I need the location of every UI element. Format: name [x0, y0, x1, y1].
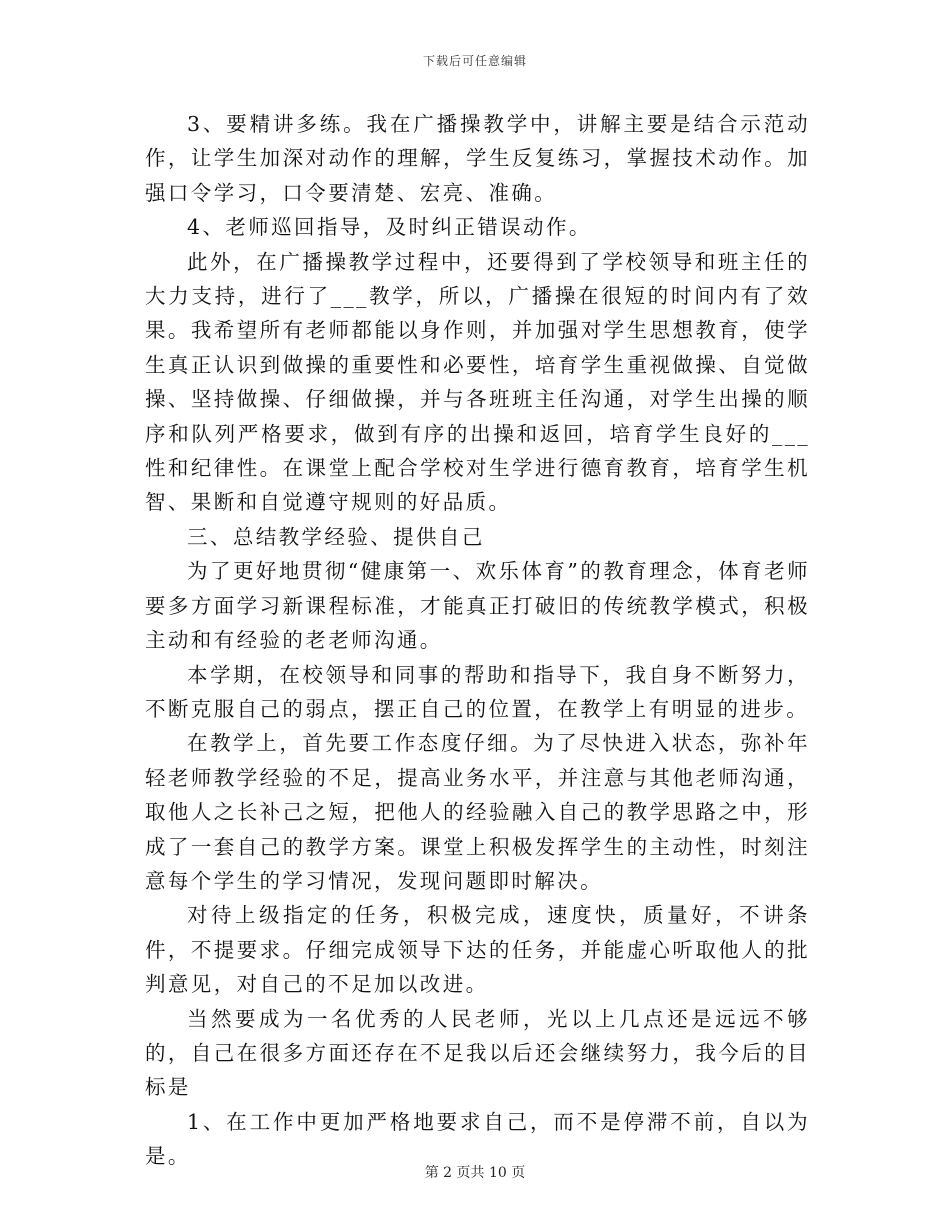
- paragraph-8: 当然要成为一名优秀的人民老师，光以上几点还是远远不够的，自己在很多方面还存在不足我以后还会继续努力，我今后的目标是: [145, 1006, 810, 1100]
- document-body: [145, 107, 810, 1174]
- paragraph-6: 在教学上，首先要工作态度仔细。为了尽快进入状态，弥补年轻老师教学经验的不足，提高业务水平，并注意与其他老师沟通，取他人之长补己之短，把他人的经验融入自己的教学思路之中，形成了一套自己的教学方案。课堂上积极发挥学生的主动性，时刻注意每个学生的学习情况，发现问题即时解决。: [145, 731, 810, 893]
- paragraph-2: 4、老师巡回指导，及时纠正错误动作。: [187, 215, 592, 240]
- page-number: 第 2 页共 10 页: [424, 1165, 526, 1181]
- paragraph-9: 1、在工作中更加严格地要求自己，而不是停滞不前，自以为是。: [145, 1109, 810, 1169]
- paragraph-4: 为了更好地贯彻“健康第一、欢乐体育”的教育理念，体育老师要多方面学习新课程标准，才能真正打破旧的传统教学模式，积极主动和有经验的老老师沟通。: [145, 559, 810, 653]
- section-heading: 三、总结教学经验、提供自己: [187, 524, 485, 549]
- paragraph-3: 此外，在广播操教学过程中，还要得到了学校领导和班主任的大力支持，进行了___教学，所以，广播操在很短的时间内有了效果。我希望所有老师都能以身作则，并加强对学生思想教育，使学生真正认识到做操的重要性和必要性，培育学生重视做操、自觉做操、坚持做操、仔细做操，并与各班班主任沟通，对学生出操的顺序和队列严格要求，做到有序的出操和返回，培育学生良好的___性和纪律性。在课堂上配合学校对生学进行德育教育，培育学生机智、果断和自觉遵守规则的好品质。: [145, 249, 810, 515]
- paragraph-1: 3、要精讲多练。我在广播操教学中，讲解主要是结合示范动作，让学生加深对动作的理解，学生反复练习，掌握技术动作。加强口令学习，口令要清楚、宏亮、准确。: [145, 112, 810, 205]
- paragraph-7: 对待上级指定的任务，积极完成，速度快，质量好，不讲条件，不提要求。仔细完成领导下达的任务，并能虚心听取他人的批判意见，对自己的不足加以改进。: [145, 903, 810, 997]
- paragraph-5: 本学期，在校领导和同事的帮助和指导下，我自身不断努力，不断克服自己的弱点，摆正自己的位置，在教学上有明显的进步。: [145, 662, 810, 721]
- page-header-note: 下载后可任意编辑: [422, 54, 527, 68]
